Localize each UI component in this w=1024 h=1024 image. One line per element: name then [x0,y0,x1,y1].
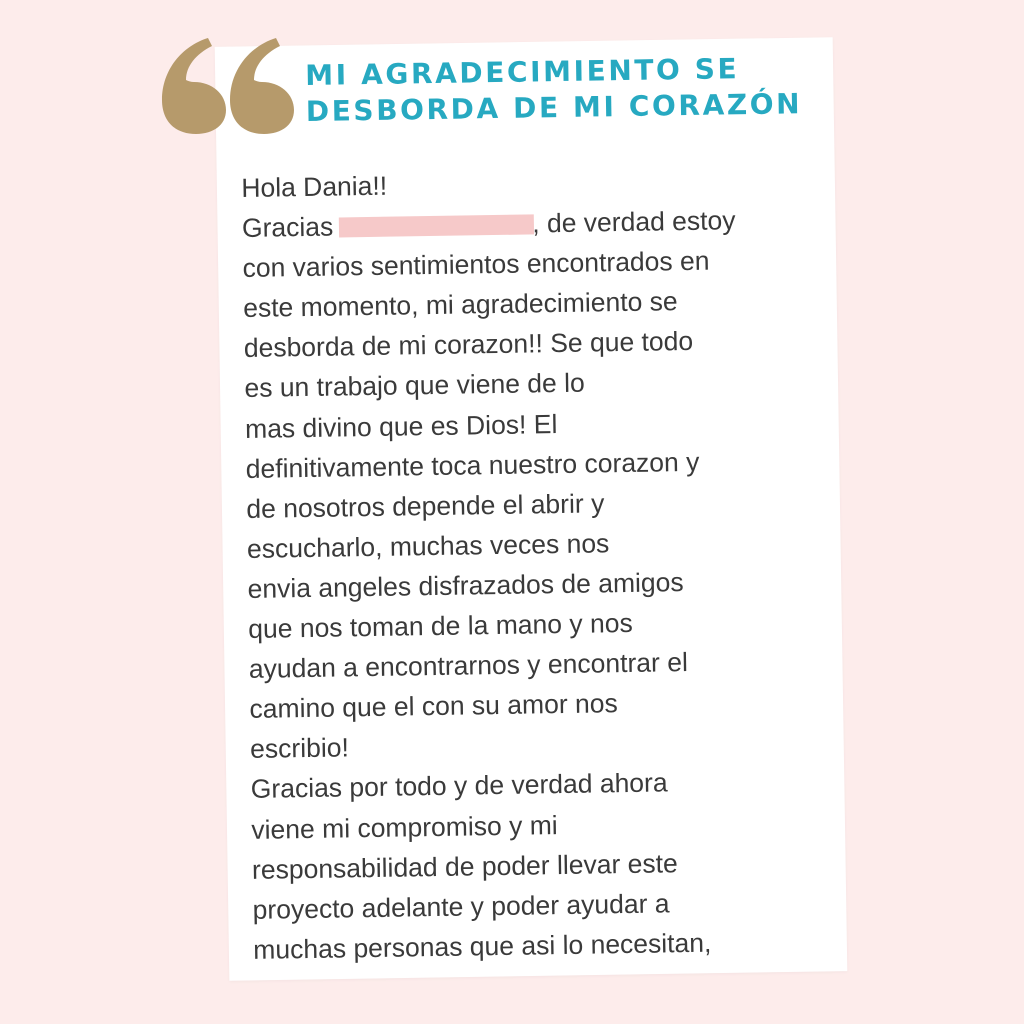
redaction-mark [339,214,534,237]
message-body [241,158,864,969]
message-line: es un trabajo que viene de lo [244,368,586,404]
message-line: Gracias por todo y de verdad ahora [250,767,668,805]
message-line-end: , de verdad estoy [531,205,736,239]
message-line: proyecto adelante y poder ayudar a [252,888,670,925]
message-line: definitivamente toca nuestro corazon y [245,446,700,484]
title-line-1: MI AGRADECIMIENTO SE [305,52,740,92]
message-line: Hola Dania!! [241,170,388,203]
double-quotation-mark-icon [160,34,296,134]
title-line-2: DESBORDA DE MI CORAZÓN [305,87,803,128]
message-line: con varios sentimientos encontrados en [242,245,710,284]
message-line: escribio! [249,732,350,765]
message-line: desborda de mi corazon!! Se que todo [243,326,694,364]
message-line: que nos toman de la mano y nos [248,607,633,644]
message-line: viene mi compromiso y mi [251,809,558,845]
message-line: ayudan a encontrarnos y encontrar el [248,647,689,685]
message-line-start: Gracias [241,211,334,244]
message-line: envia angeles disfrazados de amigos [247,567,684,604]
testimonial-title [305,49,866,130]
message-line: mas divino que es Dios! El [244,408,558,444]
message-line: responsabilidad de poder llevar este [251,847,678,885]
message-line: camino que el con su amor nos [249,688,618,725]
message-line: de nosotros depende el abrir y [246,488,605,524]
message-line: escucharlo, muchas veces nos [246,528,610,564]
message-line: este momento, mi agradecimiento se [242,286,678,324]
message-line: muchas personas que asi lo necesitan, [253,927,712,965]
